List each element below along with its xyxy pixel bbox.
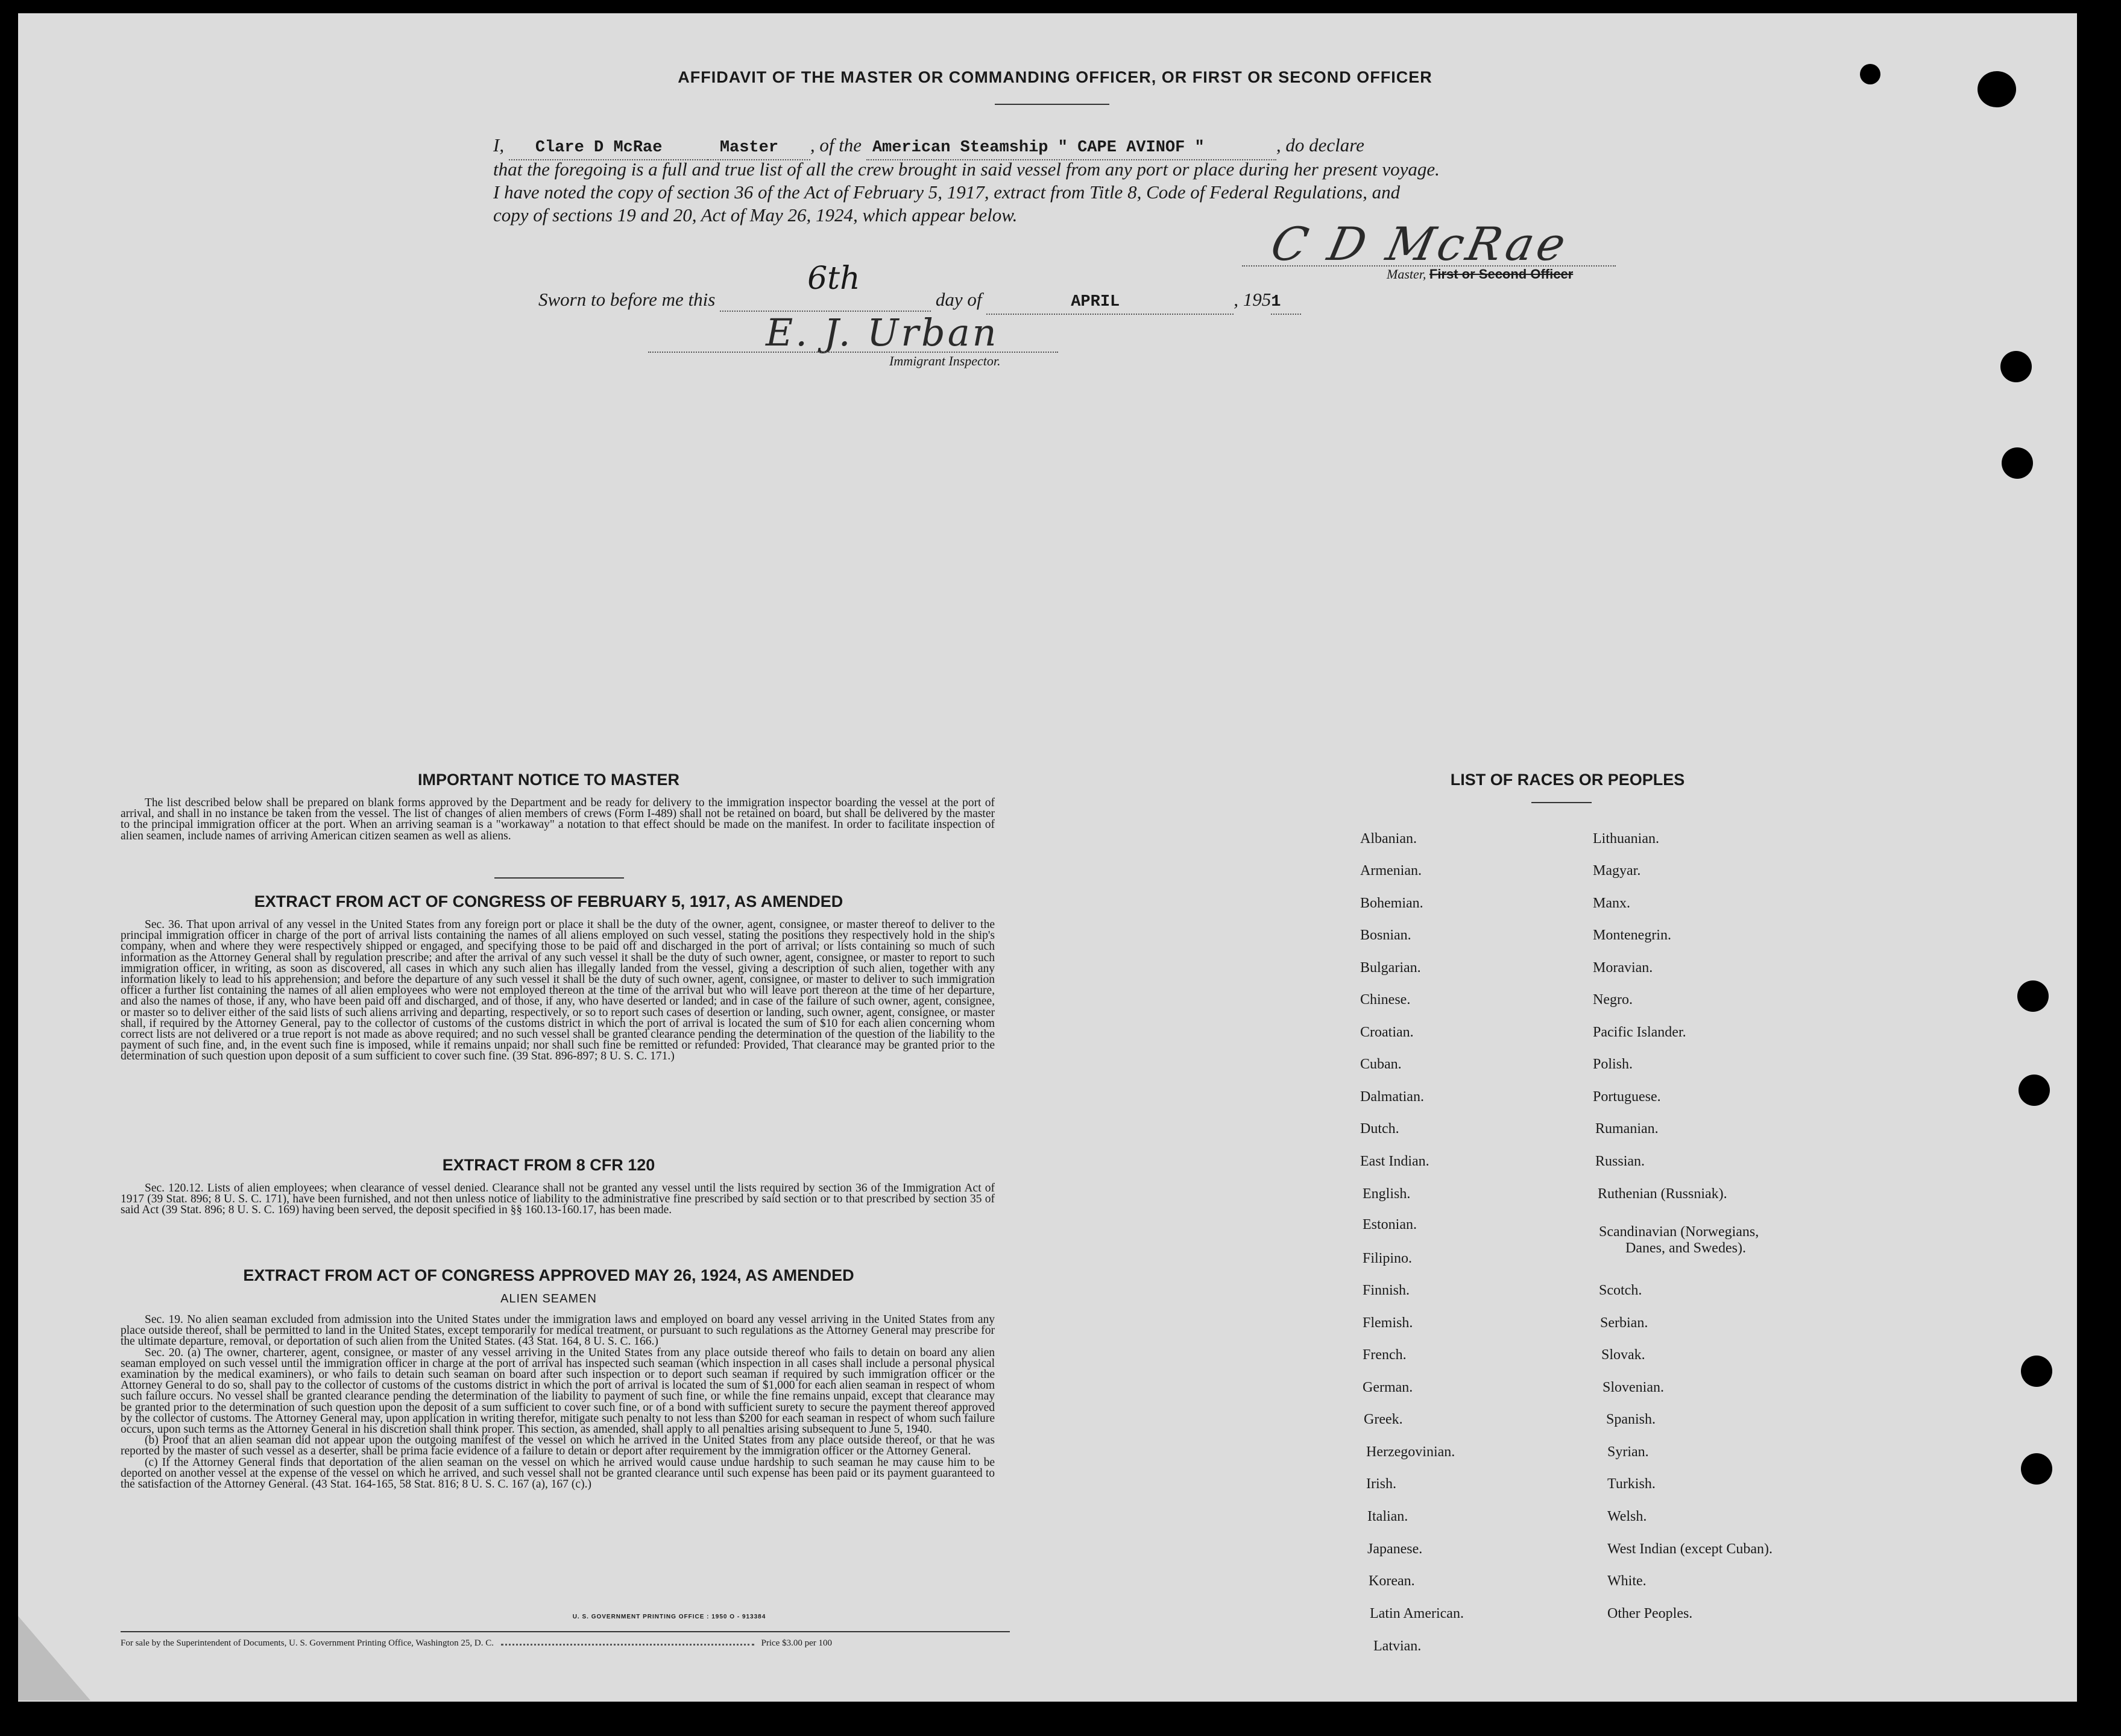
punch-hole (2021, 1453, 2052, 1485)
race-item: Ruthenian (Russniak). (1598, 1186, 1727, 1202)
footer-leader (501, 1644, 754, 1646)
race-item: Welsh. (1607, 1509, 1647, 1524)
race-item: Korean. (1369, 1573, 1415, 1589)
race-item: Moravian. (1593, 960, 1653, 976)
rank-field[interactable] (708, 134, 810, 160)
race-item: Filipino. (1363, 1251, 1413, 1266)
notice-divider (494, 877, 624, 879)
sworn-month-field[interactable] (986, 288, 1234, 315)
race-item: Armenian. (1360, 863, 1422, 879)
section-20a-paragraph: Sec. 20. (a) The owner, charterer, agent, consignee, or master of any vessel arriving in the United States from any place outside thereof who fails to detain on board any alien seaman employed on such vessel until the immigration officer in charge at the port of arrival has inspected such seaman (which inspection in all cases shall include a personal physical examination by the medical examiners), or who fails to detain such seaman on board after such inspection or to deport such seaman if required by such immigration officer or the Attorney General to do so, shall pay to the collector of customs of the customs district in which the port of arrival is located the sum of $1,000 for each alien seaman in respect of whom such failure occurs. No vessel shall be granted clearance pending the determination of the liability to payment of such fine, or while the fine remains unpaid, except that clearance may be granted prior to the determination of such question upon the deposit of a sum sufficient to cover such fine, or of a bond with sufficient surety to secure the payment thereof approved by the collector of customs. The Attorney General may, upon application in writing therefor, mitigate such penalty to not less than $200 for each seaman in respect of whom such failure occurs, upon such terms as the Attorney General in his discretion shall think proper. This section, as amended, shall apply to all penalties arising subsequent to June 5, 1940. (121, 1346, 995, 1436)
year-field[interactable] (1271, 288, 1301, 315)
section-19-paragraph: Sec. 19. No alien seaman excluded from admission into the United States under the immigration laws and employed on board any vessel arriving in the United States from any place outside thereof, shall be permitted to land in the United States, except temporarily for medical treatment, or pursuant to such regulations as the Attorney General may prescribe for the ultimate departure, removal, or deportation of such alien from the United States. (43 Stat. 164, 8 U. S. C. 166.) (121, 1313, 995, 1348)
race-item: Slovak. (1601, 1347, 1645, 1363)
race-item: Flemish. (1363, 1315, 1413, 1331)
caption-master: Master, (1387, 267, 1426, 282)
race-item: English. (1363, 1186, 1411, 1202)
race-item: Latvian. (1373, 1638, 1422, 1654)
year-prefix: , 195 (1234, 289, 1272, 310)
inspector-signature-line (648, 352, 1058, 353)
master-signature: C D McRae (1266, 217, 1574, 271)
day-of-label: day of (935, 289, 982, 310)
alien-seamen-subtitle: ALIEN SEAMEN (500, 1292, 597, 1305)
punch-hole (2021, 1356, 2052, 1387)
race-item: Serbian. (1600, 1315, 1648, 1331)
race-item: Chinese. (1360, 992, 1411, 1008)
race-item: Albanian. (1360, 831, 1417, 847)
vessel-value: American Steamship " CAPE AVINOF " (872, 139, 1205, 157)
extract-1924-body (121, 1315, 995, 1490)
inspector-caption: Immigrant Inspector. (889, 353, 1001, 368)
race-item: Slovenian. (1603, 1380, 1664, 1395)
sworn-prefix: Sworn to before me this (538, 289, 716, 310)
punch-hole (2019, 1075, 2050, 1106)
race-item: White. (1607, 1573, 1647, 1589)
race-item: Scandinavian (Norwegians, (1599, 1224, 1759, 1240)
race-item: Estonian. (1363, 1217, 1417, 1233)
affidavit-line-1 (493, 134, 1364, 160)
extract-cfr-title: EXTRACT FROM 8 CFR 120 (442, 1156, 655, 1174)
extract-1917-body (121, 920, 995, 1062)
master-name-value: Clare D McRae (535, 139, 663, 157)
race-item: Danes, and Swedes). (1625, 1240, 1746, 1256)
gpo-imprint: U. S. GOVERNMENT PRINTING OFFICE : 1950 O - 913384 (572, 1614, 766, 1620)
folded-corner (18, 1616, 90, 1700)
rank-value: Master (719, 139, 779, 157)
vessel-field[interactable] (866, 134, 1276, 160)
signature-caption (1387, 267, 1573, 282)
race-item: Latin American. (1370, 1606, 1464, 1621)
notice-paragraph: The list described below shall be prepared on blank forms approved by the Department and be ready for delivery to the immigration inspector boarding the vessel at the port of arrival, and shall in no instance be taken from the vessel. The list of changes of alien members of crews (Form I-489) shall not be retained on board, but shall be delivered by the master to the principal immigration officer at the port. When an arriving seaman is a "workaway" a notation to that effect should be made on the manifest. In order to facilitate inspection of alien seamen, include names of arriving American citizen seamen as well as aliens. (121, 797, 995, 842)
race-item: Dalmatian. (1360, 1089, 1424, 1105)
punch-hole (2000, 351, 2032, 382)
punch-hole (1860, 64, 1880, 84)
race-item: Bulgarian. (1360, 960, 1421, 976)
race-item: Scotch. (1599, 1283, 1642, 1298)
race-item: Dutch. (1360, 1121, 1399, 1137)
notice-body (121, 798, 995, 842)
title-divider (995, 104, 1109, 105)
race-item: Bosnian. (1360, 927, 1411, 943)
master-name-field[interactable] (509, 134, 708, 160)
race-item: Portuguese. (1593, 1089, 1661, 1105)
for-sale-text: For sale by the Superintendent of Documents, U. S. Government Printing Office, Washington 25, D. C. (121, 1638, 494, 1648)
sworn-month-value: APRIL (1071, 293, 1120, 311)
race-item: Japanese. (1367, 1541, 1423, 1557)
extract-cfr-body (121, 1183, 995, 1216)
race-item: West Indian (except Cuban). (1607, 1541, 1773, 1557)
extract-1917-title: EXTRACT FROM ACT OF CONGRESS OF FEBRUARY 5, 1917, AS AMENDED (254, 892, 843, 911)
race-item: Turkish. (1607, 1476, 1656, 1492)
race-item: East Indian. (1360, 1154, 1429, 1169)
inspector-signature: E. J. Urban (766, 311, 999, 355)
race-item: Lithuanian. (1593, 831, 1659, 847)
race-item: Rumanian. (1595, 1121, 1659, 1137)
race-item: Other Peoples. (1607, 1606, 1693, 1621)
race-item: Montenegrin. (1593, 927, 1671, 943)
race-item: Finnish. (1363, 1283, 1410, 1298)
footer-rule (121, 1631, 1010, 1632)
affidavit-title: AFFIDAVIT OF THE MASTER OR COMMANDING OFFICER, OR FIRST OR SECOND OFFICER (678, 68, 1432, 86)
do-declare-label: , do declare (1276, 134, 1364, 156)
race-item: Magyar. (1593, 863, 1641, 879)
affidavit-line-4: copy of sections 19 and 20, Act of May 26, 1924, which appear below. (493, 204, 1018, 226)
extract-1924-title: EXTRACT FROM ACT OF CONGRESS APPROVED MAY 26, 1924, AS AMENDED (243, 1266, 854, 1284)
section-20c-paragraph: (c) If the Attorney General finds that deportation of the alien seaman on the vessel on which he arrived would cause undue hardship to such seaman he may cause him to be deported on another vessel at the expense of the vessel on which he arrived, and such vessel shall not be granted clearance until such expense has been paid or its payment guaranteed to the satisfaction of the Attorney General. (43 Stat. 164-165, 58 Stat. 816; 8 U. S. C. 167 (a), 167 (c).) (121, 1456, 995, 1491)
race-item: Manx. (1593, 895, 1630, 911)
race-item: Bohemian. (1360, 895, 1423, 911)
race-item: Croatian. (1360, 1024, 1414, 1040)
price-text: Price $3.00 per 100 (761, 1638, 832, 1648)
section-20b-paragraph: (b) Proof that an alien seaman did not appear upon the outgoing manifest of the vessel on which he arrived in the United States from any place outside thereof, or that he was reported by the master of such vessel as a deserter, shall be prima facie evidence of a failure to detain or deport after requirement by the immigration officer or the Attorney General. (121, 1434, 995, 1458)
caption-struck: First or Second Officer (1429, 267, 1574, 282)
race-item: Greek. (1364, 1412, 1403, 1427)
race-item: Herzegovinian. (1366, 1444, 1455, 1460)
affidavit-i: I, (493, 134, 505, 156)
punch-hole (2017, 980, 2049, 1012)
race-item: German. (1363, 1380, 1413, 1395)
affidavit-line-2: that the foregoing is a full and true list of all the crew brought in said vessel from any port or place during her present voyage. (493, 159, 1440, 180)
year-value: 1 (1271, 293, 1281, 311)
race-item: Irish. (1366, 1476, 1396, 1492)
section-36-paragraph: Sec. 36. That upon arrival of any vessel in the United States from any foreign port or place it shall be the duty of the owner, agent, consignee, or master thereof to deliver to the principal immigration officer in charge of the port of arrival lists containing the names of all aliens employed on such vessel, stating the positions they respectively hold in the ship's company, when and where they were respectively shipped or engaged, and specifying those to be paid off and discharged in the port of arrival; or lists containing so much of such information as the Attorney General shall by regulation prescribe; and after the arrival of any such vessel it shall be the duty of such owner, agent, consignee, or master to report to such immigration officer, in writing, as soon as discovered, all cases in which any such alien has illegally landed from the vessel, giving a description of such alien, together with any information likely to lead to his apprehension; and before the departure of any such vessel it shall be the duty of such owner, agent, consignee, or master to deliver to such immigration officer a further list containing the names of all alien employees who were not employed thereon at the time of the arrival but who will leave port thereon at the time of her departure, and also the names of those, if any, who have been paid off and discharged, and of those, if any, who have deserted or landed; and in case of the failure of such owner, agent, consignee, or master so to deliver either of the said lists of such aliens arriving and departing, respectively, or so to report such cases of desertion or landing, such owner, agent, consignee, or master shall, if required by the Attorney General, pay to the collector of customs of the customs district in which the port of arrival is located the sum of $10 for each alien concerning whom correct lists are not delivered or a true report is not made as above required; and no such vessel shall be granted clearance pending the determination of the question of the liability to the payment of such fine, and, in the event such fine is imposed, while it remains unpaid; nor shall such fine be remitted or refunded: Provided, That clearance may be granted prior to the determination of such question upon deposit of a sum sufficient to cover such fine. (39 Stat. 896-897; 8 U. S. C. 171.) (121, 918, 995, 1063)
race-item: Italian. (1367, 1509, 1408, 1524)
race-item: Cuban. (1360, 1056, 1402, 1072)
punch-hole (1978, 71, 2016, 107)
sworn-day-field[interactable] (720, 260, 931, 312)
sworn-day-value: 6th (807, 260, 860, 297)
races-title: LIST OF RACES OR PEOPLES (1450, 771, 1685, 789)
race-item: Negro. (1593, 992, 1633, 1008)
race-item: Polish. (1593, 1056, 1633, 1072)
race-item: Spanish. (1606, 1412, 1656, 1427)
footer (121, 1638, 1025, 1649)
race-item: Russian. (1595, 1154, 1645, 1169)
section-120-paragraph: Sec. 120.12. Lists of alien employees; when clearance of vessel denied. Clearance shall not be granted any vessel until the lists required by section 36 of the Immigration Act of 1917 (39 Stat. 896; 8 U. S. C. 171), have been furnished, and not then unless notice of liability to the administrative fine prescribed by said section or to that prescribed by section 35 of said Act (39 Stat. 896; 8 U. S. C. 169) having been served, the deposit specified in §§ 160.13-160.17, has been made. (121, 1182, 995, 1217)
notice-title: IMPORTANT NOTICE TO MASTER (418, 771, 679, 789)
of-the-label: , of the (810, 134, 862, 156)
race-item: French. (1363, 1347, 1407, 1363)
race-item: Pacific Islander. (1593, 1024, 1686, 1040)
races-divider (1531, 802, 1592, 803)
affidavit-line-3: I have noted the copy of section 36 of the Act of February 5, 1917, extract from Title 8, Code of Federal Regulations, and (493, 181, 1401, 203)
punch-hole (2002, 447, 2033, 479)
race-item: Syrian. (1607, 1444, 1649, 1460)
